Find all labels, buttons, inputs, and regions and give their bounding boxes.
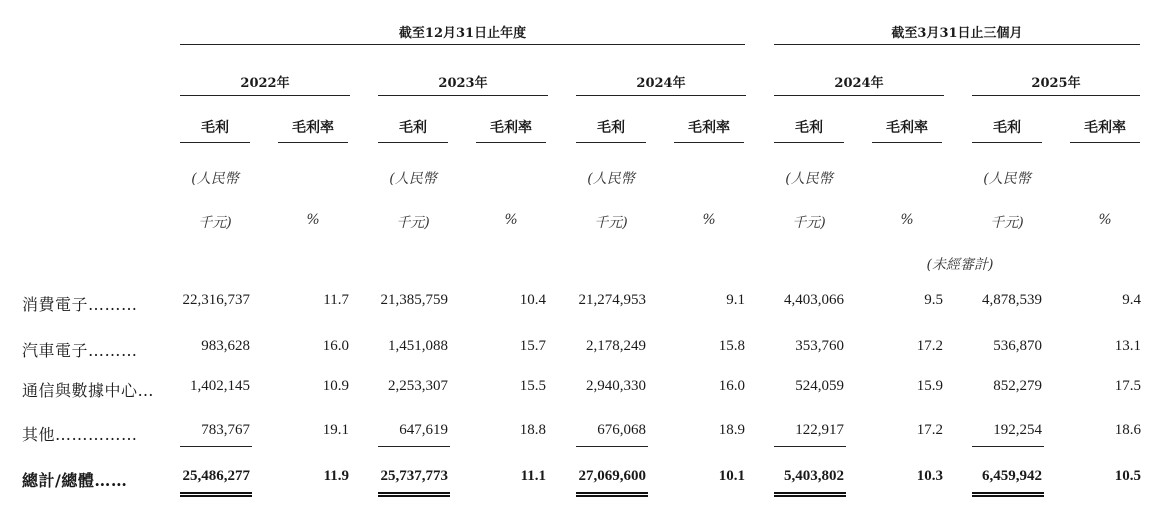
cell-gross-margin: 17.2: [916, 422, 943, 438]
unit-thousand: 千元): [990, 215, 1024, 231]
unit-thousand: 千元): [792, 215, 826, 231]
cell-gross-profit: 27,069,600: [578, 468, 646, 484]
cell-gross-profit: 5,403,802: [784, 468, 844, 484]
row-label: 其他……………: [22, 425, 138, 444]
period-header-annual: 截至12月31日止年度: [398, 26, 527, 41]
unit-rmb: (人民幣: [785, 171, 833, 187]
col-head-rule: [1070, 142, 1140, 143]
cell-gross-margin: 18.9: [718, 422, 745, 438]
cell-gross-profit: 1,451,088: [388, 338, 448, 354]
cell-gross-margin: 16.0: [322, 338, 349, 354]
unit-rmb: (人民幣: [587, 171, 635, 187]
year-header-2024-q1: 2024年: [834, 76, 884, 91]
total-double-rule: [576, 492, 648, 497]
col-head-gross-margin: 毛利率: [886, 120, 928, 136]
year-rule: [774, 95, 944, 96]
cell-gross-profit: 852,279: [993, 378, 1042, 394]
period-header-quarter: 截至3月31日止三個月: [891, 26, 1023, 41]
cell-gross-margin: 15.9: [916, 378, 943, 394]
cell-gross-margin: 11.9: [323, 468, 349, 484]
subtotal-rule: [774, 446, 846, 447]
unit-rmb: (人民幣: [983, 171, 1031, 187]
cell-gross-profit: 4,878,539: [982, 292, 1042, 308]
col-head-rule: [972, 142, 1042, 143]
col-head-rule: [576, 142, 646, 143]
col-head-rule: [674, 142, 744, 143]
col-head-rule: [872, 142, 942, 143]
cell-gross-margin: 19.1: [322, 422, 349, 438]
subtotal-rule: [576, 446, 648, 447]
col-head-gross-margin: 毛利率: [490, 120, 532, 136]
year-rule: [972, 95, 1140, 96]
unit-thousand: 千元): [396, 215, 430, 231]
cell-gross-margin: 11.1: [520, 468, 546, 484]
cell-gross-profit: 2,253,307: [388, 378, 448, 394]
total-double-rule: [378, 492, 450, 497]
cell-gross-margin: 17.2: [916, 338, 943, 354]
subtotal-rule: [972, 446, 1044, 447]
cell-gross-margin: 9.4: [1122, 292, 1141, 308]
row-label: 汽車電子………: [22, 341, 138, 360]
cell-gross-margin: 15.5: [519, 378, 546, 394]
col-head-rule: [180, 142, 250, 143]
cell-gross-profit: 2,178,249: [586, 338, 646, 354]
cell-gross-margin: 13.1: [1114, 338, 1141, 354]
subtotal-rule: [378, 446, 450, 447]
col-head-gross-profit: 毛利: [201, 120, 229, 136]
col-head-gross-profit: 毛利: [795, 120, 823, 136]
year-header-2023: 2023年: [438, 76, 488, 91]
cell-gross-margin: 11.7: [323, 292, 349, 308]
cell-gross-profit: 192,254: [993, 422, 1042, 438]
unit-thousand: 千元): [198, 215, 232, 231]
cell-gross-profit: 122,917: [795, 422, 844, 438]
unit-thousand: 千元): [594, 215, 628, 231]
cell-gross-profit: 6,459,942: [982, 468, 1042, 484]
year-rule: [378, 95, 548, 96]
cell-gross-margin: 17.5: [1114, 378, 1141, 394]
cell-gross-margin: 18.8: [519, 422, 546, 438]
period-rule-quarter: [774, 44, 1140, 45]
unit-rmb: (人民幣: [389, 171, 437, 187]
row-label: 通信與數據中心…: [22, 381, 155, 400]
year-header-2024: 2024年: [636, 76, 686, 91]
cell-gross-margin: 18.6: [1114, 422, 1141, 438]
cell-gross-margin: 10.5: [1114, 468, 1141, 484]
unit-percent: %: [702, 212, 716, 228]
cell-gross-profit: 25,737,773: [380, 468, 448, 484]
cell-gross-margin: 15.8: [718, 338, 745, 354]
unit-percent: %: [1098, 212, 1112, 228]
cell-gross-profit: 21,385,759: [380, 292, 448, 308]
col-head-rule: [278, 142, 348, 143]
cell-gross-margin: 10.4: [519, 292, 546, 308]
unit-percent: %: [306, 212, 320, 228]
cell-gross-profit: 783,767: [201, 422, 250, 438]
cell-gross-margin: 9.5: [924, 292, 943, 308]
cell-gross-margin: 15.7: [519, 338, 546, 354]
total-double-rule: [774, 492, 846, 497]
cell-gross-margin: 10.9: [322, 378, 349, 394]
unit-percent: %: [504, 212, 518, 228]
col-head-gross-margin: 毛利率: [1084, 120, 1126, 136]
year-rule: [180, 95, 350, 96]
row-label: 總計/總體……: [22, 471, 128, 490]
cell-gross-profit: 536,870: [993, 338, 1042, 354]
unit-percent: %: [900, 212, 914, 228]
cell-gross-margin: 9.1: [726, 292, 745, 308]
total-double-rule: [180, 492, 252, 497]
cell-gross-profit: 21,274,953: [578, 292, 646, 308]
row-label: 消費電子………: [22, 295, 138, 314]
cell-gross-profit: 4,403,066: [784, 292, 844, 308]
unit-rmb: (人民幣: [191, 171, 239, 187]
col-head-gross-profit: 毛利: [993, 120, 1021, 136]
cell-gross-margin: 16.0: [718, 378, 745, 394]
cell-gross-profit: 22,316,737: [182, 292, 250, 308]
year-header-2025-q1: 2025年: [1031, 76, 1081, 91]
year-header-2022: 2022年: [240, 76, 290, 91]
cell-gross-profit: 524,059: [795, 378, 844, 394]
cell-gross-margin: 10.1: [718, 468, 745, 484]
col-head-gross-margin: 毛利率: [292, 120, 334, 136]
cell-gross-profit: 25,486,277: [182, 468, 250, 484]
subtotal-rule: [180, 446, 252, 447]
col-head-gross-profit: 毛利: [597, 120, 625, 136]
cell-gross-margin: 10.3: [916, 468, 943, 484]
year-rule: [576, 95, 746, 96]
col-head-rule: [378, 142, 448, 143]
cell-gross-profit: 2,940,330: [586, 378, 646, 394]
total-double-rule: [972, 492, 1044, 497]
col-head-gross-margin: 毛利率: [688, 120, 730, 136]
cell-gross-profit: 983,628: [201, 338, 250, 354]
cell-gross-profit: 1,402,145: [190, 378, 250, 394]
cell-gross-profit: 647,619: [399, 422, 448, 438]
cell-gross-profit: 353,760: [795, 338, 844, 354]
col-head-gross-profit: 毛利: [399, 120, 427, 136]
unaudited-note: (未經審計): [926, 257, 994, 273]
cell-gross-profit: 676,068: [597, 422, 646, 438]
col-head-rule: [774, 142, 844, 143]
col-head-rule: [476, 142, 546, 143]
period-rule-annual: [180, 44, 745, 45]
